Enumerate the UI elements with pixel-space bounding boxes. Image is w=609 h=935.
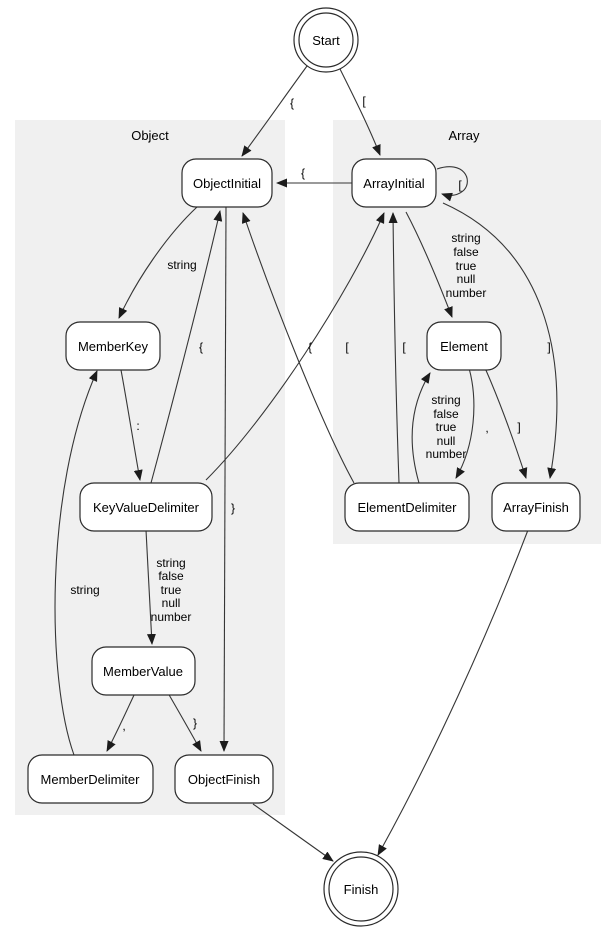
cluster-array-label: Array: [448, 128, 480, 143]
edge-label-element-arrayfinish: ]: [517, 420, 521, 434]
edge-label-memberdelimiter-memberkey: string: [70, 583, 100, 597]
edge-label-keyvaluedelimiter-objectinitial: {: [198, 340, 204, 354]
edge-label-line: number: [445, 286, 487, 300]
edge-label-line: true: [160, 583, 182, 597]
edge-label-line: true: [455, 259, 477, 273]
edge-label-memberkey-keyvaluedelimiter: :: [136, 419, 140, 433]
edge-label-membervalue-objectfinish: }: [192, 716, 198, 730]
edge-label-line: false: [453, 245, 479, 259]
node-objectinitial: [182, 159, 272, 207]
node-membervalue-label: MemberValue: [103, 664, 183, 679]
edge-label-line: string: [156, 556, 186, 570]
edge-label-start-arrayinitial: [: [362, 94, 366, 108]
node-objectinitial-label: ObjectInitial: [193, 176, 261, 191]
node-arrayinitial: [352, 159, 436, 207]
edge-label-line: string: [451, 231, 481, 245]
node-elementdelimiter: [345, 483, 469, 531]
node-arrayfinish-label: ArrayFinish: [503, 500, 569, 515]
edge-label-objectinitial-memberkey: string: [167, 258, 197, 272]
node-memberdelimiter-label: MemberDelimiter: [40, 772, 140, 787]
node-element-label: Element: [440, 339, 488, 354]
edge-label-arrayinitial-objectinitial: {: [300, 166, 306, 180]
edge-label-line: string: [431, 393, 461, 407]
edge-label-elementdelimiter-arrayinitial: [: [402, 340, 406, 354]
edge-label-arrayinitial-arrayfinish: ]: [547, 340, 551, 354]
node-elementdelimiter-label: ElementDelimiter: [357, 500, 457, 515]
edge-label-arrayinitial-self: [: [458, 178, 462, 192]
node-membervalue: [92, 647, 195, 695]
edge-label-line: number: [150, 610, 192, 624]
edge-label-elementdelimiter-objectinitial: {: [307, 340, 313, 354]
node-start-label: Start: [312, 33, 340, 48]
node-arrayinitial-label: ArrayInitial: [363, 176, 425, 191]
edge-label-objectinitial-objectfinish: }: [230, 501, 236, 515]
cluster-object-background: [15, 120, 285, 815]
edge-label-element-elementdelimiter: ,: [485, 421, 489, 435]
cluster-object-label: Object: [131, 128, 169, 143]
node-keyvaluedelimiter: [80, 483, 212, 531]
edge-label-line: null: [161, 596, 181, 610]
edge-objectfinish-to-finish: [253, 804, 333, 861]
edge-label-keyvaluedelimiter-arrayinitial: [: [345, 340, 349, 354]
edge-label-line: false: [433, 407, 459, 421]
node-keyvaluedelimiter-label: KeyValueDelimiter: [93, 500, 199, 515]
cluster-object: [15, 120, 285, 815]
node-element: [427, 322, 501, 370]
node-objectfinish-label: ObjectFinish: [187, 772, 261, 787]
node-finish-label: Finish: [343, 882, 379, 897]
node-arrayfinish: [492, 483, 580, 531]
edge-label-start-objectinitial: {: [289, 96, 295, 110]
node-start: [294, 8, 358, 72]
node-finish: [324, 852, 398, 926]
node-memberkey: [66, 322, 160, 370]
edge-label-line: true: [435, 420, 457, 434]
node-memberkey-label: MemberKey: [77, 339, 149, 354]
edge-arrayfinish-to-finish: [378, 530, 528, 855]
edge-label-line: false: [158, 569, 184, 583]
edge-label-line: null: [436, 434, 456, 448]
node-objectfinish: [175, 755, 273, 803]
edge-label-membervalue-memberdelimiter: ,: [122, 719, 126, 733]
edge-label-line: number: [425, 447, 467, 461]
edge-label-line: null: [456, 272, 476, 286]
node-memberdelimiter: [28, 755, 153, 803]
